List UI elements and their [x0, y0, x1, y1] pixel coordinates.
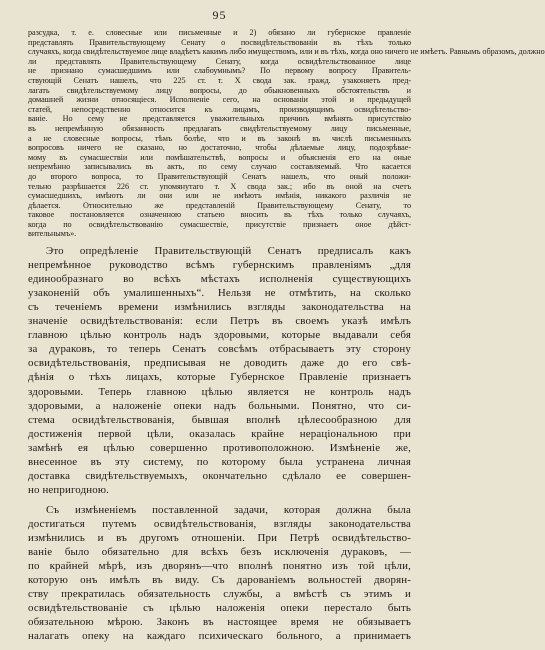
footnote-line: разсудка, т. е. словесные или письменные и 2) обязано ли губернское правленіе	[28, 28, 411, 37]
footnote-line: когда по освидѣтельствованію сумасшествіе, присутствіе признаетъ оное дѣйст-	[28, 219, 411, 229]
text-line: по крайней мѣрѣ, изъ дворянъ—что вполнѣ понятно изъ той цѣли,	[28, 560, 411, 573]
footnote-line: до второго вопроса, то Правительствующій Сенатъ нашелъ, что оный положи-	[28, 171, 411, 181]
page-number: 95	[212, 8, 227, 22]
text-line: дѣнія о тѣхъ лицахъ, которые Губернское Правленіе признаетъ	[28, 371, 411, 384]
text-line: доставка свидѣтельствуемыхъ, окончательно сдѣлало ее совершен-	[28, 469, 411, 482]
text-line: значеніе освидѣтельствованія: если Петръ въ своемъ указѣ имѣлъ	[28, 315, 411, 328]
text-line: за дураковъ, то теперь Сенатъ совсѣмъ отбрасываетъ эту сторону	[28, 343, 411, 356]
footnote-line: вопросовъ ничего не сказано, но достаточно, чтобы дѣлаемые лицу, подозрѣвае-	[28, 143, 411, 153]
footnote-line: дѣлается. Относительно же представленій Правительствующему Сенату, то	[28, 200, 411, 210]
footnote-line: ли представлять Правительствующему Сенату, когда освидѣтельствованное лице	[28, 56, 411, 66]
text-line: налагать опеку на каждаго психическаго больного, а принимаетъ	[28, 630, 411, 643]
footnote-line: сумасшедшихъ, имѣютъ ли они или не имѣютъ имѣнія, никакого различія не	[28, 191, 411, 201]
footnote-line: а не словесные вопросы, тѣмъ болѣе, что и въ законѣ въ числѣ письменныхъ	[28, 133, 411, 143]
text-line: непремѣнное руководство всѣмъ губернскимъ правленіямъ „для	[28, 259, 411, 272]
text-line: достигаться путемъ освидѣтельствованія, взгляды законодательства	[28, 517, 411, 530]
text-line: достиженія первой цѣли, оказалась крайне нераціональною при	[28, 427, 411, 440]
text-line: съ теченіемъ времени измѣнились взгляды законодательства на	[28, 301, 411, 314]
text-line: единообразнаго во всѣхъ мѣстахъ исполненія существующихъ	[28, 273, 411, 286]
text-line: замѣнѣ ея цѣлью совершенно противоположною. Измѣненіе же,	[28, 441, 411, 454]
footnote-line: представлять Правительствующему Сенату о посвидѣтельствованіи въ тѣхъ только	[28, 37, 411, 47]
text-line: стема освидѣтельствованія, бывшая вполнѣ цѣлесообразною для	[28, 413, 411, 426]
footnote-line: непремѣнно записывались въ актъ, по сему случаю составляемый. Что касается	[28, 162, 411, 172]
text-line: освидѣтельствованіе съ цѣлью наложенія опеки перестало быть	[28, 602, 411, 615]
text-line: ству прекратилась обязательность службы, а вмѣстѣ съ этимъ и	[28, 588, 411, 601]
footnote-block	[28, 28, 545, 239]
text-line: внесенное въ эту систему, по которому была устранена личная	[28, 455, 411, 468]
text-line: Съ измѣненіемъ поставленной задачи, которая должна была	[46, 503, 411, 516]
text-line: обязательною мѣрою. Законъ въ настоящее время не обязываетъ	[28, 616, 411, 629]
footnote-line: тельно разрѣшается 226 ст. упомянутаго т. X свода зак.; ибо въ оной на счетъ	[28, 181, 411, 191]
body-text	[28, 244, 411, 643]
footnote-line: таковое постановляется означенною статьею вносить въ тѣхъ только случаяхъ,	[28, 210, 411, 220]
footnote-line: ваніе. Но сему не представляется уважительныхъ причинъ вмѣнять присутствію	[28, 114, 411, 124]
text-line: измѣнились и въ другомъ отношеніи. При Петрѣ освидѣтельство-	[28, 532, 411, 544]
text-line: здоровыми. Теперь главною цѣлью является не контроль надъ	[28, 385, 411, 398]
text-line: которую онъ имѣлъ въ виду. Съ дарованіемъ вольностей дворян-	[28, 574, 411, 587]
footnote-line: статей, непосредственно относится къ лицамъ, производящимъ освидѣтельство-	[28, 104, 411, 114]
text-line: Это опредѣленіе Правительствующій Сенатъ предписалъ какъ	[46, 245, 411, 258]
footnote-line: мому въ сумасшествіи или помѣшательствѣ, вопросы и объясненія его на оные	[28, 152, 411, 162]
text-line: но непригодною.	[28, 483, 110, 496]
text-line: здоровыми, а наложеніе опеки надъ больными. Понятно, что си-	[28, 399, 411, 412]
text-line: освидѣтельствованія, предписывая не доводить даже до его свѣ-	[28, 357, 411, 370]
footnote-line: домашней жизни относящіеся. Исполненіе сего, на основаніи этой и предыдущей	[28, 95, 411, 105]
footnote-line: ствующій Сенатъ нашелъ, что 225 ст. т. X свода зак. гражд. узаконяетъ пред-	[28, 75, 411, 85]
footnote-line: случаяхъ, когда свидѣтельствуемое лице владѣетъ какимъ либо имуществомъ, или и въ тѣхъ, когда оно ничего не имѣетъ. Равнымъ образомъ, должно	[28, 47, 545, 57]
footnote-line: вительнымъ».	[28, 229, 77, 239]
text-line: ваніе было обязательно для всѣхъ безъ исключенія дураковъ, —	[28, 546, 411, 559]
footnote-line: не признано сумасшедшимъ или слабоумнымъ? По первому вопросу Правитель-	[28, 66, 411, 76]
text-line: главною цѣлью контроль надъ здоровыми, которые выдавали себя	[28, 329, 411, 342]
footnote-line: лагать свидѣтельствуемому лицу вопросы, до обыкновенныхъ обстоятельствъ и	[28, 85, 411, 95]
text-line: узаконеній объ умалишенныхъ“. Нельзя не отмѣтить, на сколько	[28, 287, 411, 300]
footnote-line: въ непремѣнную обязанность предлагать свидѣтельствуемому лицу письменные,	[28, 123, 411, 133]
